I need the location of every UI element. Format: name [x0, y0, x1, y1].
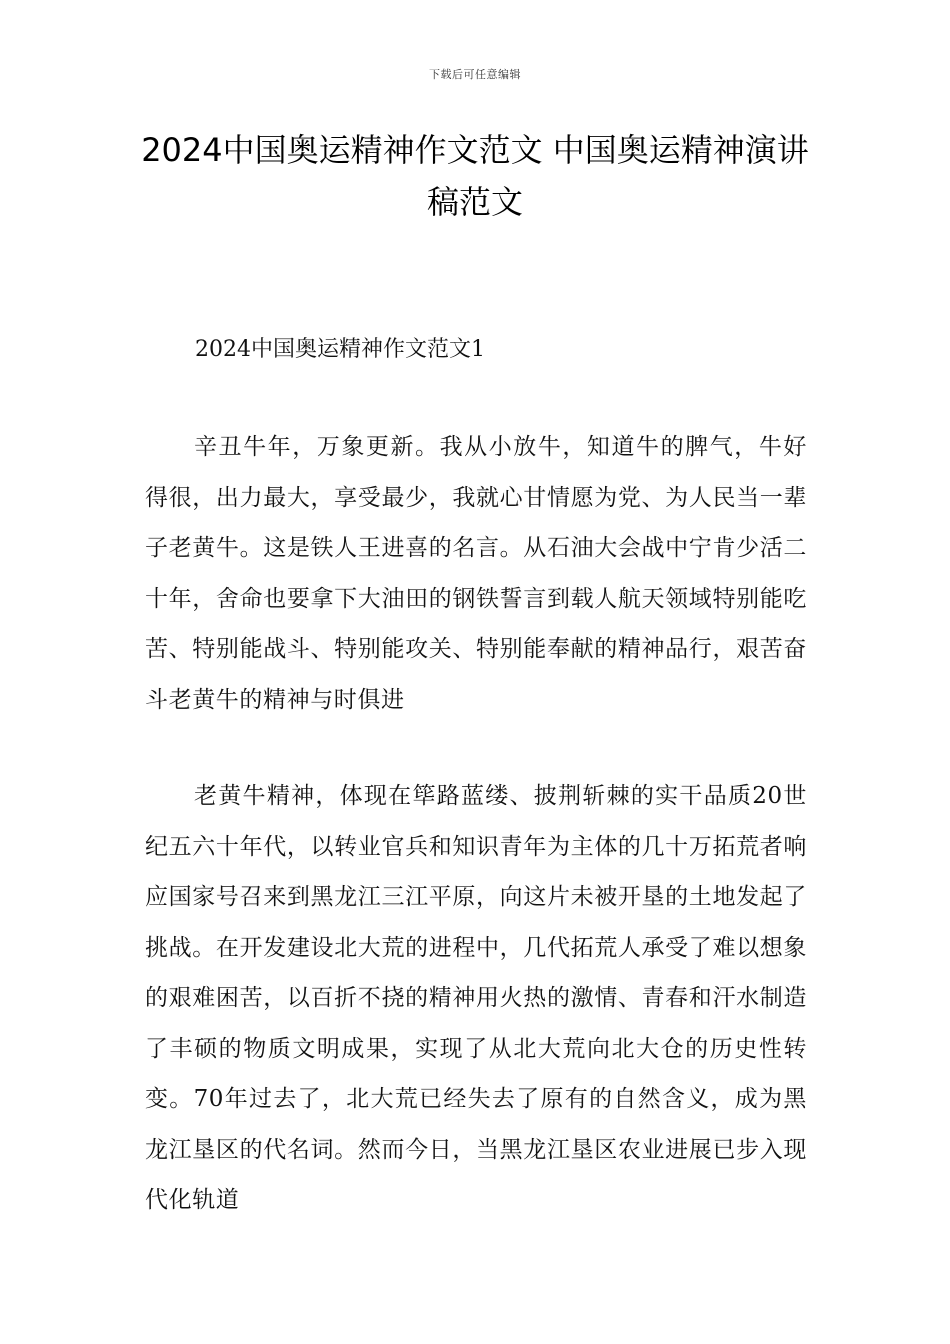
paragraph: 辛丑牛年，万象更新。我从小放牛，知道牛的脾气，牛好得很，出力最大，享受最少，我就心甘情愿为党、为人民当一辈子老黄牛。这是铁人王进喜的名言。从石油大会战中宁肯少活二十年，舍命也要拿下大油田的钢铁誓言到载人航天领域特别能吃苦、特别能战斗、特别能攻关、特别能奉献的精神品行，艰苦奋斗老黄牛的精神与时俱进	[145, 434, 807, 713]
section-heading: 2024中国奥运精神作文范文1	[195, 337, 485, 362]
document-title: 2024中国奥运精神作文范文 中国奥运精神演讲稿范文	[141, 131, 809, 221]
paragraph: 老黄牛精神，体现在筚路蓝缕、披荆斩棘的实干品质20世纪五六十年代，以转业官兵和知识青年为主体的几十万拓荒者响应国家号召来到黑龙江三江平原，向这片未被开垦的土地发起了挑战。在开发建设北大荒的进程中，几代拓荒人承受了难以想象的艰难困苦，以百折不挠的精神用火热的激情、青春和汗水制造了丰硕的物质文明成果，实现了从北大荒向北大仓的历史性转变。70年过去了，北大荒已经失去了原有的自然含义，成为黑龙江垦区的代名词。然而今日，当黑龙江垦区农业进展已步入现代化轨道	[145, 783, 807, 1213]
header-note: 下载后可任意编辑	[429, 68, 521, 81]
